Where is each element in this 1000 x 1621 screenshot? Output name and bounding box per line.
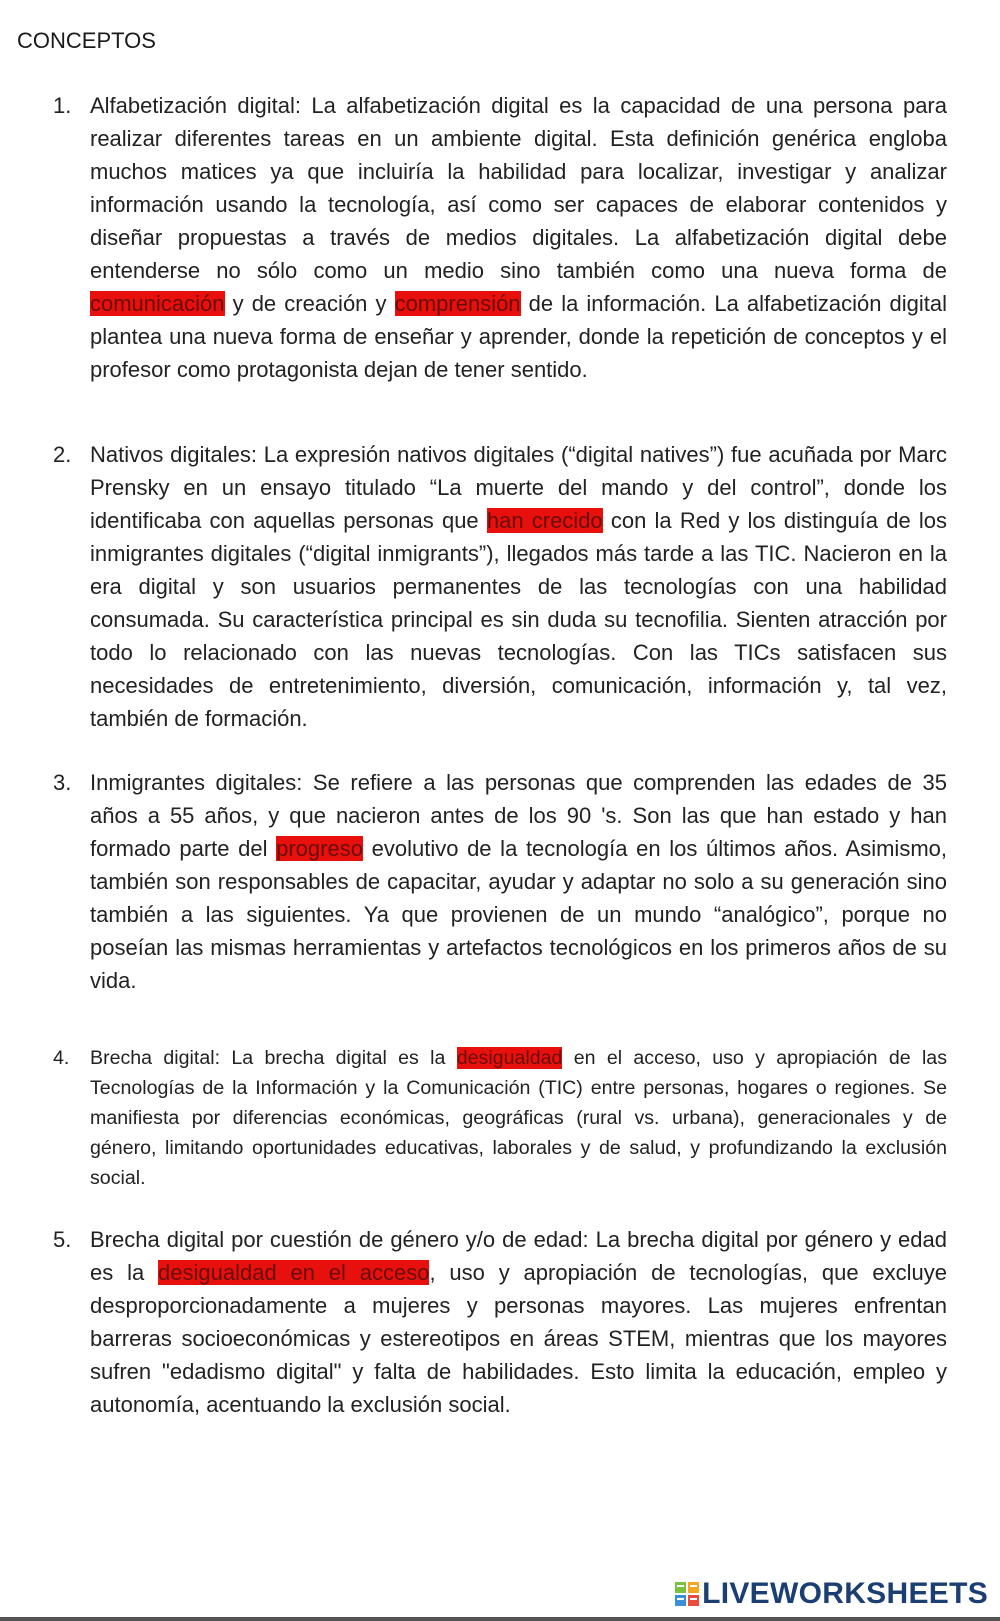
concept-item-1 bbox=[53, 89, 947, 386]
liveworksheets-brand[interactable] bbox=[674, 1577, 988, 1611]
item-paragraph bbox=[90, 438, 947, 735]
highlight-blank[interactable]: desigualdad bbox=[456, 1047, 563, 1069]
highlight-blank[interactable]: progreso bbox=[276, 836, 363, 861]
item-paragraph bbox=[90, 1223, 947, 1421]
item-number: 5. bbox=[53, 1227, 72, 1252]
footer-bar bbox=[0, 1617, 1000, 1621]
item-text: con la Red y los distinguía de los inmigrantes digitales (“digital inmigrants”), llegados más tarde a las TIC. Nacieron en la era digital y son usuarios permanentes de las tecnologías con una habilidad consumada. Su característica principal es sin duda su tecnofilia. Sienten atracción por todo lo relacionado con las nuevas tecnologías. Con las TICs satisfacen sus necesidades de entretenimiento, diversión, comunicación, información y, tal vez, también de formación. bbox=[90, 508, 947, 731]
item-number: 1. bbox=[53, 93, 72, 118]
brand-name: LIVEWORKSHEETS bbox=[702, 1577, 988, 1610]
item-text: evolutivo de la tecnología en los últimos años. Asimismo, también son responsables de capacitar, ayudar y adaptar no solo a su generación sino también a las siguientes. Ya que provienen de un mundo “analógico”, porque no poseían las mismas herramientas y artefactos tecnológicos en los primeros años de su vida. bbox=[90, 836, 947, 993]
item-paragraph bbox=[90, 89, 947, 386]
concept-item-5 bbox=[53, 1223, 947, 1421]
item-text: Brecha digital: La brecha digital es la bbox=[90, 1047, 457, 1069]
item-text: de la información. La alfabetización digital plantea una nueva forma de enseñar y aprender, donde la repetición de conceptos y el profesor como protagonista dejan de tener sentido. bbox=[90, 291, 947, 382]
item-text: y de creación y bbox=[224, 291, 395, 316]
item-text: Brecha digital por cuestión de género y/o de edad: La brecha digital por género y edad es la bbox=[90, 1227, 947, 1285]
concept-item-2 bbox=[53, 438, 947, 735]
liveworksheets-logo-icon bbox=[674, 1581, 700, 1607]
item-text: Alfabetización digital: La alfabetización digital es la capacidad de una persona para realizar diferentes tareas en un ambiente digital. Esta definición genérica engloba muchos matices ya que incluiría la habilidad para localizar, investigar y analizar información usando la tecnología, así como ser capaces de elaborar contenidos y diseñar propuestas a través de medios digitales. La alfabetización digital debe entenderse no sólo como un medio sino también como una nueva forma de bbox=[90, 93, 947, 283]
item-paragraph bbox=[90, 1043, 947, 1193]
item-text: Nativos digitales: La expresión nativos digitales (“digital natives”) fue acuñada por Marc Prensky en un ensayo titulado “La muerte del mando y del control”, donde los identificaba con aquellas personas que bbox=[90, 442, 947, 533]
highlight-blank[interactable]: desigualdad en el acceso bbox=[158, 1260, 430, 1285]
page-title: CONCEPTOS bbox=[17, 28, 156, 53]
highlight-blank[interactable]: comunicación bbox=[90, 291, 225, 316]
item-number: 2. bbox=[53, 442, 72, 467]
concept-item-4 bbox=[53, 1043, 947, 1193]
item-paragraph bbox=[90, 766, 947, 997]
item-number: 4. bbox=[53, 1047, 70, 1069]
item-text: Inmigrantes digitales: Se refiere a las personas que comprenden las edades de 35 años a 55 años, y que nacieron antes de los 90 's. Son las que han estado y han formado parte del bbox=[90, 770, 947, 861]
item-text: , uso y apropiación de tecnologías, que excluye desproporcionadamente a mujeres y personas mayores. Las mujeres enfrentan barreras socioeconómicas y estereotipos en áreas STEM, mientras que los mayores sufren "edadismo digital" y falta de habilidades. Esto limita la educación, empleo y autonomía, acentuando la exclusión social. bbox=[90, 1260, 947, 1417]
highlight-blank[interactable]: han crecido bbox=[486, 508, 603, 533]
highlight-blank[interactable]: comprensión bbox=[394, 291, 521, 316]
item-number: 3. bbox=[53, 770, 72, 795]
concept-item-3 bbox=[53, 766, 947, 997]
item-text: en el acceso, uso y apropiación de las Tecnologías de la Información y la Comunicación (TIC) entre personas, hogares o regiones. Se manifiesta por diferencias económicas, geográficas (rural vs. urbana), generacionales y de género, limitando oportunidades educativas, laborales y de salud, y profundizando la exclusión social. bbox=[90, 1047, 947, 1189]
